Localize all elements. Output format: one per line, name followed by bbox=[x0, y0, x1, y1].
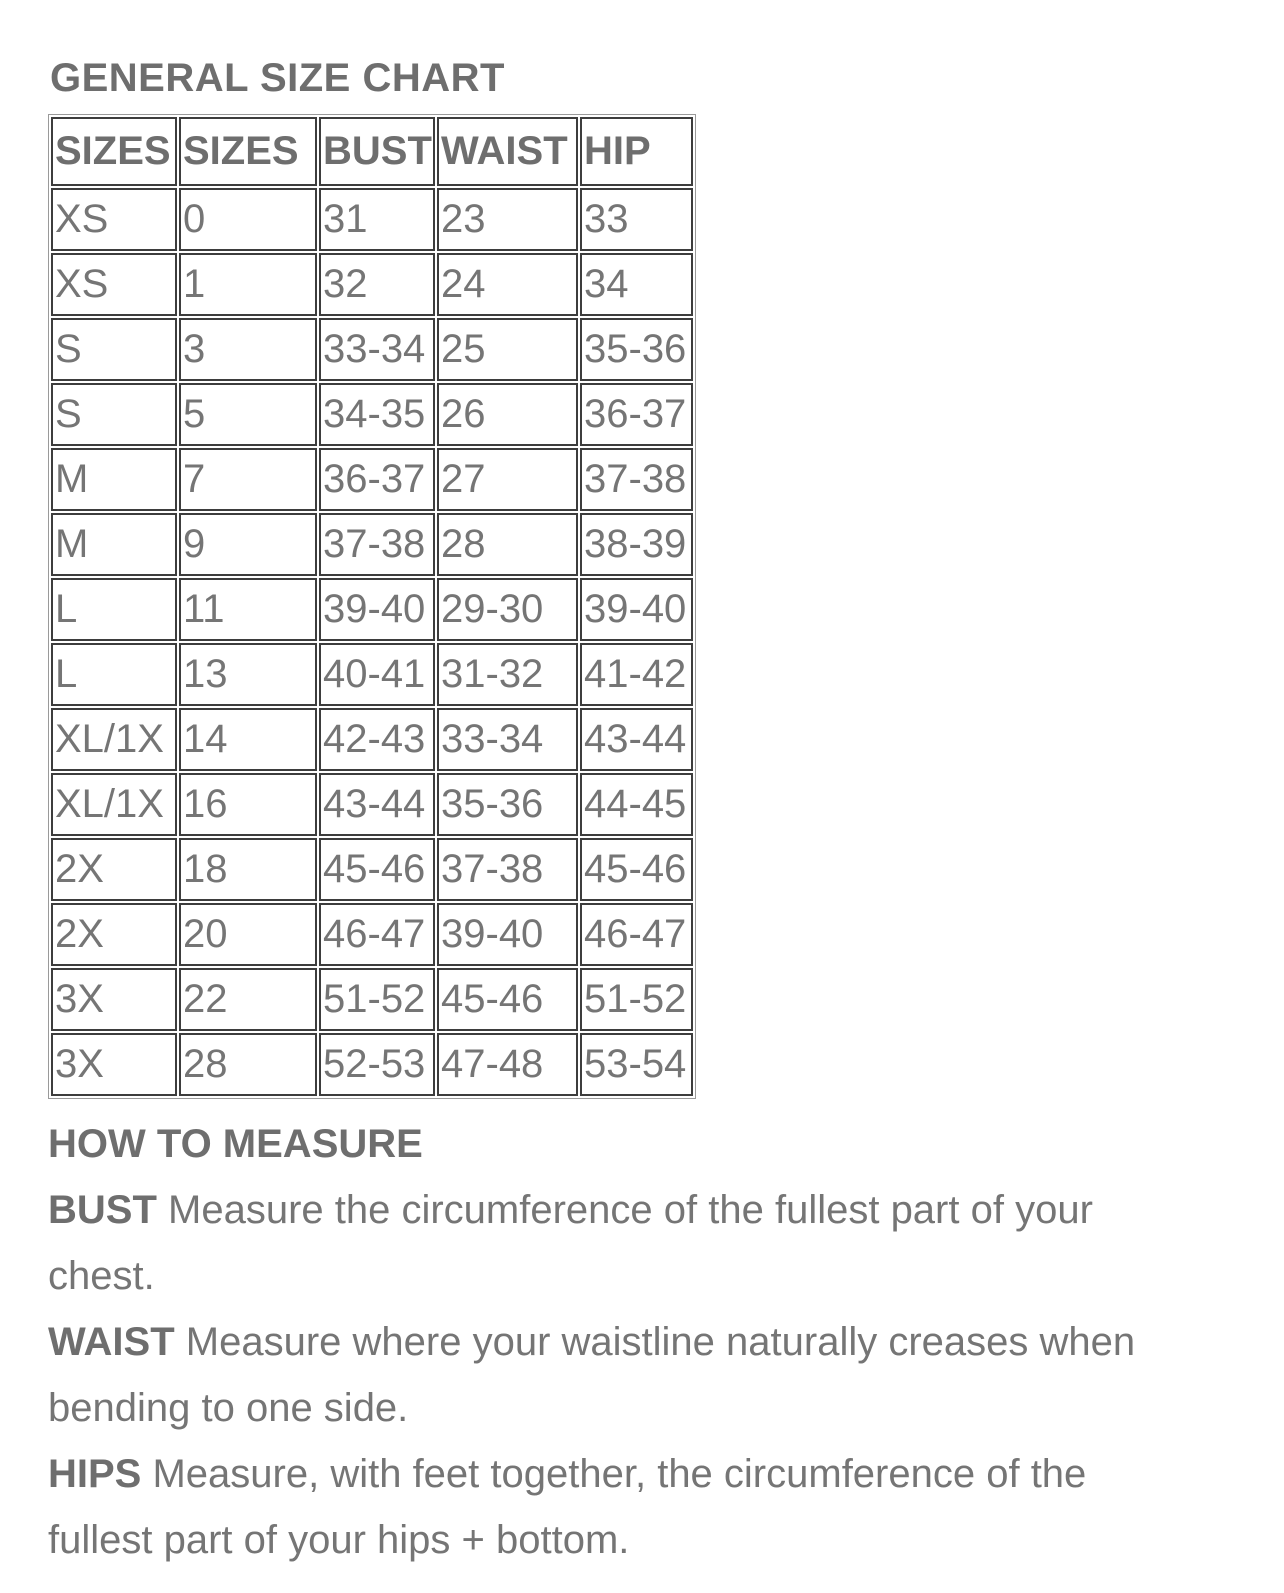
table-row bbox=[51, 1033, 693, 1096]
table-cell: L bbox=[51, 578, 177, 641]
measure-term: WAIST bbox=[48, 1320, 175, 1364]
table-cell: 26 bbox=[437, 383, 578, 446]
table-row bbox=[51, 903, 693, 966]
table-row bbox=[51, 513, 693, 576]
table-cell: 46-47 bbox=[319, 903, 435, 966]
table-cell: XL/1X bbox=[51, 773, 177, 836]
table-cell: 27 bbox=[437, 448, 578, 511]
table-cell: 40-41 bbox=[319, 643, 435, 706]
table-cell: 39-40 bbox=[319, 578, 435, 641]
table-cell: 36-37 bbox=[580, 383, 693, 446]
table-cell: S bbox=[51, 318, 177, 381]
table-cell: 39-40 bbox=[580, 578, 693, 641]
table-cell: 20 bbox=[179, 903, 317, 966]
measure-item: WAIST Measure where your waistline naturally creases when bending to one side. bbox=[48, 1320, 1136, 1430]
table-body bbox=[51, 188, 693, 1096]
table-cell: 13 bbox=[179, 643, 317, 706]
table-cell: 3 bbox=[179, 318, 317, 381]
table-head bbox=[51, 117, 693, 186]
table-cell: L bbox=[51, 643, 177, 706]
table-cell: M bbox=[51, 448, 177, 511]
table-cell: 37-38 bbox=[437, 838, 578, 901]
table-cell: 42-43 bbox=[319, 708, 435, 771]
measure-term: BUST bbox=[48, 1188, 157, 1232]
table-cell: 33-34 bbox=[437, 708, 578, 771]
table-cell: 45-46 bbox=[580, 838, 693, 901]
measure-item: HIPS Measure, with feet together, the circumference of the fullest part of your hips + bottom. bbox=[48, 1452, 1087, 1562]
table-cell: 28 bbox=[437, 513, 578, 576]
table-cell: 32 bbox=[319, 253, 435, 316]
table-cell: 34 bbox=[580, 253, 693, 316]
table-cell: 35-36 bbox=[580, 318, 693, 381]
table-cell: 9 bbox=[179, 513, 317, 576]
table-cell: 37-38 bbox=[319, 513, 435, 576]
column-header: BUST bbox=[319, 117, 435, 186]
table-cell: 53-54 bbox=[580, 1033, 693, 1096]
table-cell: 3X bbox=[51, 1033, 177, 1096]
column-header: HIP bbox=[580, 117, 693, 186]
table-cell: 43-44 bbox=[580, 708, 693, 771]
table-cell: 2X bbox=[51, 903, 177, 966]
table-cell: XS bbox=[51, 253, 177, 316]
table-cell: 46-47 bbox=[580, 903, 693, 966]
table-cell: 34-35 bbox=[319, 383, 435, 446]
table-cell: 47-48 bbox=[437, 1033, 578, 1096]
table-cell: 41-42 bbox=[580, 643, 693, 706]
table-cell: 5 bbox=[179, 383, 317, 446]
table-cell: 29-30 bbox=[437, 578, 578, 641]
table-cell: S bbox=[51, 383, 177, 446]
table-cell: 36-37 bbox=[319, 448, 435, 511]
table-cell: 22 bbox=[179, 968, 317, 1031]
column-header: SIZES bbox=[179, 117, 317, 186]
table-header-row bbox=[51, 117, 693, 186]
size-chart-table bbox=[48, 114, 696, 1099]
table-cell: 51-52 bbox=[319, 968, 435, 1031]
table-row bbox=[51, 448, 693, 511]
table-cell: 39-40 bbox=[437, 903, 578, 966]
table-row bbox=[51, 708, 693, 771]
table-cell: 2X bbox=[51, 838, 177, 901]
how-to-measure-heading: HOW TO MEASURE bbox=[48, 1122, 423, 1166]
table-cell: 37-38 bbox=[580, 448, 693, 511]
table-row bbox=[51, 383, 693, 446]
column-header: SIZES bbox=[51, 117, 177, 186]
table-row bbox=[51, 253, 693, 316]
table-cell: 43-44 bbox=[319, 773, 435, 836]
table-cell: 51-52 bbox=[580, 968, 693, 1031]
table-cell: 18 bbox=[179, 838, 317, 901]
table-cell: 24 bbox=[437, 253, 578, 316]
page-title: GENERAL SIZE CHART bbox=[50, 56, 505, 100]
table-cell: 52-53 bbox=[319, 1033, 435, 1096]
table-row bbox=[51, 838, 693, 901]
table-row bbox=[51, 773, 693, 836]
measure-item: BUST Measure the circumference of the fullest part of your chest. bbox=[48, 1188, 1093, 1298]
table-row bbox=[51, 643, 693, 706]
table-cell: 7 bbox=[179, 448, 317, 511]
table-cell: XS bbox=[51, 188, 177, 251]
table-cell: XL/1X bbox=[51, 708, 177, 771]
measure-term: HIPS bbox=[48, 1452, 142, 1496]
table-cell: 31-32 bbox=[437, 643, 578, 706]
measure-instructions bbox=[48, 1177, 1224, 1573]
table-cell: 31 bbox=[319, 188, 435, 251]
table-cell: 45-46 bbox=[437, 968, 578, 1031]
table-row bbox=[51, 318, 693, 381]
column-header: WAIST bbox=[437, 117, 578, 186]
table-cell: 33 bbox=[580, 188, 693, 251]
table-cell: 28 bbox=[179, 1033, 317, 1096]
table-cell: 35-36 bbox=[437, 773, 578, 836]
table-cell: 0 bbox=[179, 188, 317, 251]
table-cell: 1 bbox=[179, 253, 317, 316]
table-cell: M bbox=[51, 513, 177, 576]
table-row bbox=[51, 968, 693, 1031]
table-cell: 45-46 bbox=[319, 838, 435, 901]
table-cell: 23 bbox=[437, 188, 578, 251]
table-cell: 3X bbox=[51, 968, 177, 1031]
table-cell: 44-45 bbox=[580, 773, 693, 836]
table-row bbox=[51, 578, 693, 641]
table-cell: 16 bbox=[179, 773, 317, 836]
table-cell: 14 bbox=[179, 708, 317, 771]
table-cell: 11 bbox=[179, 578, 317, 641]
table-cell: 38-39 bbox=[580, 513, 693, 576]
table-cell: 25 bbox=[437, 318, 578, 381]
table-cell: 33-34 bbox=[319, 318, 435, 381]
table-row bbox=[51, 188, 693, 251]
